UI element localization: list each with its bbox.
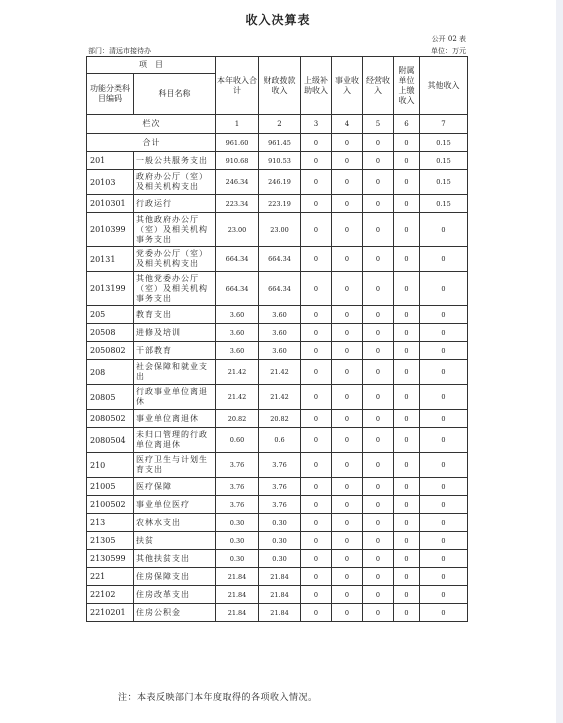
row-value: 0: [420, 604, 468, 622]
row-value: 0: [363, 428, 394, 453]
row-value: 0: [420, 360, 468, 385]
row-value: 0: [420, 496, 468, 514]
row-value: 0: [301, 568, 332, 586]
table-row: [87, 410, 468, 428]
row-value: 0: [332, 514, 363, 532]
table-row: [87, 247, 468, 272]
row-value: 0: [420, 385, 468, 410]
row-value: 0: [363, 410, 394, 428]
row-value: 664.34: [259, 247, 301, 272]
total-row: [87, 134, 468, 152]
row-value: 3.60: [216, 342, 259, 360]
row-value: 21.84: [259, 568, 301, 586]
row-value: 0: [301, 496, 332, 514]
row-value: 0: [420, 410, 468, 428]
row-value: 0: [332, 306, 363, 324]
row-code: 21305: [87, 532, 134, 550]
row-value: 0: [420, 568, 468, 586]
row-value: 0: [394, 195, 420, 213]
table-row: [87, 568, 468, 586]
project-header: 项 目: [87, 57, 216, 74]
index-cell: 2: [259, 115, 301, 134]
row-value: 0: [420, 453, 468, 478]
table-row: [87, 550, 468, 568]
row-value: 3.76: [216, 496, 259, 514]
total-cell: 0.15: [420, 134, 468, 152]
row-value: 0: [301, 385, 332, 410]
index-cell: 6: [394, 115, 420, 134]
row-code: 2010301: [87, 195, 134, 213]
row-value: 0: [301, 195, 332, 213]
row-value: 0.30: [259, 550, 301, 568]
table-row: [87, 213, 468, 247]
row-name: 农林水支出: [134, 514, 216, 532]
row-value: 0: [420, 247, 468, 272]
row-value: 0: [332, 410, 363, 428]
row-code: 208: [87, 360, 134, 385]
row-value: 0.30: [259, 514, 301, 532]
row-value: 0: [301, 453, 332, 478]
row-value: 0: [420, 272, 468, 306]
table-row: [87, 152, 468, 170]
row-value: 0: [394, 272, 420, 306]
row-name: 医疗卫生与计划生育支出: [134, 453, 216, 478]
row-value: 0: [363, 568, 394, 586]
row-code: 20508: [87, 324, 134, 342]
index-label: 栏次: [87, 115, 216, 134]
row-value: 0: [363, 360, 394, 385]
row-value: 0: [332, 324, 363, 342]
row-name: 进修及培训: [134, 324, 216, 342]
row-value: 0.30: [259, 532, 301, 550]
row-value: 0: [394, 532, 420, 550]
row-name: 其他扶贫支出: [134, 550, 216, 568]
index-cell: 3: [301, 115, 332, 134]
row-name: 行政运行: [134, 195, 216, 213]
row-code: 2050802: [87, 342, 134, 360]
income-table: [86, 56, 468, 622]
row-value: 0: [301, 342, 332, 360]
row-value: 0: [394, 306, 420, 324]
row-value: 0: [394, 360, 420, 385]
row-value: 0.15: [420, 170, 468, 195]
row-value: 0: [332, 342, 363, 360]
row-name: 住房公积金: [134, 604, 216, 622]
row-value: 0: [363, 453, 394, 478]
row-code: 2130599: [87, 550, 134, 568]
total-cell: 961.45: [259, 134, 301, 152]
row-name: 教育支出: [134, 306, 216, 324]
row-value: 0: [394, 514, 420, 532]
row-value: 0: [301, 152, 332, 170]
total-cell: 0: [301, 134, 332, 152]
row-value: 664.34: [216, 247, 259, 272]
row-value: 0: [394, 496, 420, 514]
table-row: [87, 195, 468, 213]
row-name: 政府办公厅（室）及相关机构支出: [134, 170, 216, 195]
form-number: 公开 02 表: [431, 35, 466, 43]
row-value: 0: [363, 514, 394, 532]
row-code: 21005: [87, 478, 134, 496]
col-affiliate-income-header: 附属单位上缴收入: [394, 57, 420, 115]
row-value: 21.84: [216, 568, 259, 586]
row-value: 910.68: [216, 152, 259, 170]
row-value: 21.42: [259, 385, 301, 410]
row-code: 210: [87, 453, 134, 478]
row-value: 0: [332, 428, 363, 453]
row-value: 21.84: [259, 604, 301, 622]
row-code: 201: [87, 152, 134, 170]
row-name: 住房保障支出: [134, 568, 216, 586]
row-value: 0: [332, 478, 363, 496]
table-row: [87, 306, 468, 324]
row-value: 0: [394, 213, 420, 247]
total-cell: 0: [363, 134, 394, 152]
row-value: 0: [363, 385, 394, 410]
row-value: 21.84: [216, 604, 259, 622]
code-header: 功能分类科目编码: [87, 74, 134, 115]
row-value: 0: [332, 152, 363, 170]
row-value: 0: [420, 478, 468, 496]
row-value: 0: [332, 568, 363, 586]
row-value: 0: [420, 586, 468, 604]
table-row: [87, 586, 468, 604]
row-value: 3.60: [259, 342, 301, 360]
row-value: 0: [394, 385, 420, 410]
row-value: 0: [301, 272, 332, 306]
row-value: 664.34: [216, 272, 259, 306]
row-value: 0: [394, 428, 420, 453]
row-value: 0: [363, 532, 394, 550]
row-value: 3.60: [259, 306, 301, 324]
row-value: 0: [332, 247, 363, 272]
row-value: 0.60: [216, 428, 259, 453]
row-value: 0: [394, 324, 420, 342]
row-value: 21.42: [259, 360, 301, 385]
row-value: 0: [363, 478, 394, 496]
row-value: 664.34: [259, 272, 301, 306]
row-value: 23.00: [259, 213, 301, 247]
name-header: 科目名称: [134, 74, 216, 115]
row-value: 0: [363, 342, 394, 360]
total-cell: 0: [332, 134, 363, 152]
col-operating-income-header: 经营收入: [363, 57, 394, 115]
row-value: 0: [301, 550, 332, 568]
page-title: 收入决算表: [245, 13, 311, 27]
row-value: 0: [394, 604, 420, 622]
col-business-income-header: 事业收入: [332, 57, 363, 115]
row-code: 2013199: [87, 272, 134, 306]
row-value: 0: [301, 306, 332, 324]
row-value: 0: [301, 213, 332, 247]
row-value: 0: [363, 195, 394, 213]
row-value: 0: [363, 152, 394, 170]
row-value: 0: [301, 324, 332, 342]
row-name: 扶贫: [134, 532, 216, 550]
row-value: 0: [363, 604, 394, 622]
row-value: 0: [332, 360, 363, 385]
row-value: 0: [301, 532, 332, 550]
row-value: 3.60: [216, 324, 259, 342]
row-value: 0: [420, 324, 468, 342]
row-value: 0: [363, 324, 394, 342]
row-value: 0: [363, 586, 394, 604]
row-code: 2080502: [87, 410, 134, 428]
row-value: 0: [363, 550, 394, 568]
row-value: 3.76: [259, 453, 301, 478]
row-value: 0: [420, 213, 468, 247]
col-total-income-header: 本年收入合计: [216, 57, 259, 115]
row-value: 20.82: [216, 410, 259, 428]
table-row: [87, 496, 468, 514]
row-value: 223.19: [259, 195, 301, 213]
row-value: 0: [394, 453, 420, 478]
row-value: 3.76: [259, 478, 301, 496]
row-value: 0: [394, 478, 420, 496]
col-fiscal-income-header: 财政拨款收入: [259, 57, 301, 115]
row-value: 0: [332, 532, 363, 550]
row-value: 246.19: [259, 170, 301, 195]
row-value: 0: [332, 385, 363, 410]
row-name: 干部教育: [134, 342, 216, 360]
table-row: [87, 514, 468, 532]
row-value: 21.42: [216, 360, 259, 385]
row-value: 3.60: [216, 306, 259, 324]
row-name: 未归口管理的行政单位离退休: [134, 428, 216, 453]
row-value: 0: [363, 213, 394, 247]
row-name: 一般公共服务支出: [134, 152, 216, 170]
index-row: [87, 115, 468, 134]
row-value: 0: [301, 247, 332, 272]
row-code: 20131: [87, 247, 134, 272]
total-cell: 961.60: [216, 134, 259, 152]
row-value: 0.15: [420, 195, 468, 213]
row-name: 其他党委办公厅（室）及相关机构事务支出: [134, 272, 216, 306]
row-value: 0: [394, 247, 420, 272]
row-value: 3.76: [259, 496, 301, 514]
row-value: 0: [394, 410, 420, 428]
table-row: [87, 170, 468, 195]
table-row: [87, 604, 468, 622]
row-name: 社会保障和就业支出: [134, 360, 216, 385]
table-row: [87, 324, 468, 342]
index-cell: 4: [332, 115, 363, 134]
row-value: 0: [420, 532, 468, 550]
row-value: 23.00: [216, 213, 259, 247]
row-value: 0: [363, 247, 394, 272]
table-row: [87, 453, 468, 478]
row-value: 0: [394, 342, 420, 360]
row-code: 2210201: [87, 604, 134, 622]
row-value: 0: [394, 170, 420, 195]
row-value: 0: [332, 272, 363, 306]
row-code: 20805: [87, 385, 134, 410]
row-value: 0.6: [259, 428, 301, 453]
row-code: 2100502: [87, 496, 134, 514]
row-name: 行政事业单位离退休: [134, 385, 216, 410]
row-code: 2010399: [87, 213, 134, 247]
row-value: 0: [301, 410, 332, 428]
row-value: 0: [420, 428, 468, 453]
row-value: 0: [332, 195, 363, 213]
row-value: 0: [301, 586, 332, 604]
row-value: 21.84: [216, 586, 259, 604]
row-value: 0: [363, 170, 394, 195]
total-label: 合计: [87, 134, 216, 152]
row-name: 其他政府办公厅（室）及相关机构事务支出: [134, 213, 216, 247]
row-name: 事业单位离退休: [134, 410, 216, 428]
row-name: 医疗保障: [134, 478, 216, 496]
row-value: 3.60: [259, 324, 301, 342]
col-other-income-header: 其他收入: [420, 57, 468, 115]
row-name: 党委办公厅（室）及相关机构支出: [134, 247, 216, 272]
total-cell: 0: [394, 134, 420, 152]
row-name: 事业单位医疗: [134, 496, 216, 514]
department-label: 部门：清远市接待办: [88, 47, 151, 55]
footnote: 注：本表反映部门本年度取得的各项收入情况。: [118, 693, 318, 703]
row-value: 0: [394, 586, 420, 604]
row-value: 0: [332, 604, 363, 622]
row-value: 3.76: [216, 453, 259, 478]
table-row: [87, 385, 468, 410]
row-value: 0.30: [216, 550, 259, 568]
table-row: [87, 532, 468, 550]
row-value: 0: [420, 514, 468, 532]
row-code: 20103: [87, 170, 134, 195]
row-value: 3.76: [216, 478, 259, 496]
row-value: 21.42: [216, 385, 259, 410]
row-code: 221: [87, 568, 134, 586]
table-row: [87, 428, 468, 453]
row-value: 0: [301, 170, 332, 195]
row-value: 0.30: [216, 532, 259, 550]
row-value: 0: [363, 496, 394, 514]
row-value: 0: [332, 496, 363, 514]
row-value: 0: [332, 170, 363, 195]
row-value: 0: [420, 342, 468, 360]
row-value: 0: [420, 550, 468, 568]
table-row: [87, 360, 468, 385]
row-value: 0: [301, 514, 332, 532]
row-value: 246.34: [216, 170, 259, 195]
row-value: 21.84: [259, 586, 301, 604]
row-value: 0: [394, 568, 420, 586]
table-row: [87, 272, 468, 306]
index-cell: 5: [363, 115, 394, 134]
row-value: 20.82: [259, 410, 301, 428]
row-value: 0.15: [420, 152, 468, 170]
row-value: 0: [420, 306, 468, 324]
index-cell: 1: [216, 115, 259, 134]
row-code: 22102: [87, 586, 134, 604]
row-code: 213: [87, 514, 134, 532]
row-value: 0.30: [216, 514, 259, 532]
row-value: 0: [363, 306, 394, 324]
table-row: [87, 342, 468, 360]
row-code: 205: [87, 306, 134, 324]
row-value: 223.34: [216, 195, 259, 213]
col-superior-subsidy-header: 上级补助收入: [301, 57, 332, 115]
row-value: 0: [363, 272, 394, 306]
row-value: 910.53: [259, 152, 301, 170]
unit-label: 单位：万元: [431, 47, 466, 55]
row-value: 0: [301, 360, 332, 385]
row-value: 0: [332, 213, 363, 247]
row-value: 0: [394, 152, 420, 170]
row-code: 2080504: [87, 428, 134, 453]
row-value: 0: [301, 478, 332, 496]
index-cell: 7: [420, 115, 468, 134]
row-name: 住房改革支出: [134, 586, 216, 604]
row-value: 0: [394, 550, 420, 568]
row-value: 0: [301, 428, 332, 453]
row-value: 0: [301, 604, 332, 622]
row-value: 0: [332, 586, 363, 604]
row-value: 0: [332, 550, 363, 568]
row-value: 0: [332, 453, 363, 478]
table-row: [87, 478, 468, 496]
